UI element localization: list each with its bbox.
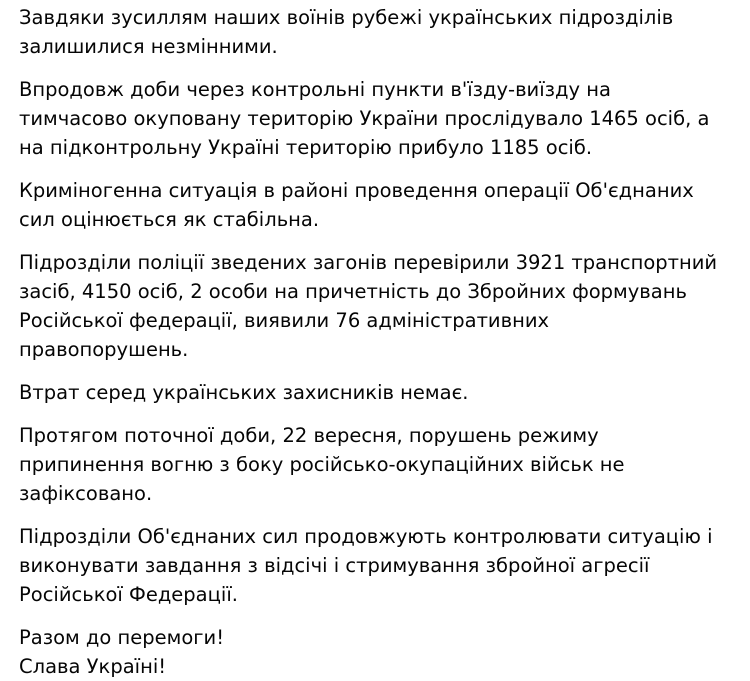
paragraph-ceasefire: Протягом поточної доби, 22 вересня, порушень режиму припинення вогню з боку російсько-окупаційних військ не зафіксовано. xyxy=(19,424,625,505)
paragraph-no-losses: Втрат серед українських захисників немає. xyxy=(19,381,469,404)
paragraph-joint-forces: Підрозділи Об'єднаних сил продовжують контролювати ситуацію і виконувати завдання з відсічі і стримування збройної агресії Російської Федерації. xyxy=(19,525,713,606)
paragraph-closing: Разом до перемоги! Слава Україні! xyxy=(19,626,225,678)
paragraph-checkpoints: Впродовж доби через контрольні пункти в'їзду-виїзду на тимчасово окуповану територію України прослідувало 1465 осіб, а на підконтрольну Україні територію прибуло 1185 осіб. xyxy=(19,78,710,159)
paragraph-lines-held: Завдяки зусиллям наших воїнів рубежі українських підрозділів залишилися незмінними. xyxy=(19,6,674,58)
post-text xyxy=(19,3,734,681)
paragraph-police-checks: Підрозділи поліції зведених загонів перевірили 3921 транспортний засіб, 4150 осіб, 2 особи на причетність до Збройних формувань Російської федерації, виявили 76 адміністративних правопорушень. xyxy=(19,251,718,361)
paragraph-crime-situation: Криміногенна ситуація в районі проведення операції Об'єднаних сил оцінюється як стабільна. xyxy=(19,179,694,231)
